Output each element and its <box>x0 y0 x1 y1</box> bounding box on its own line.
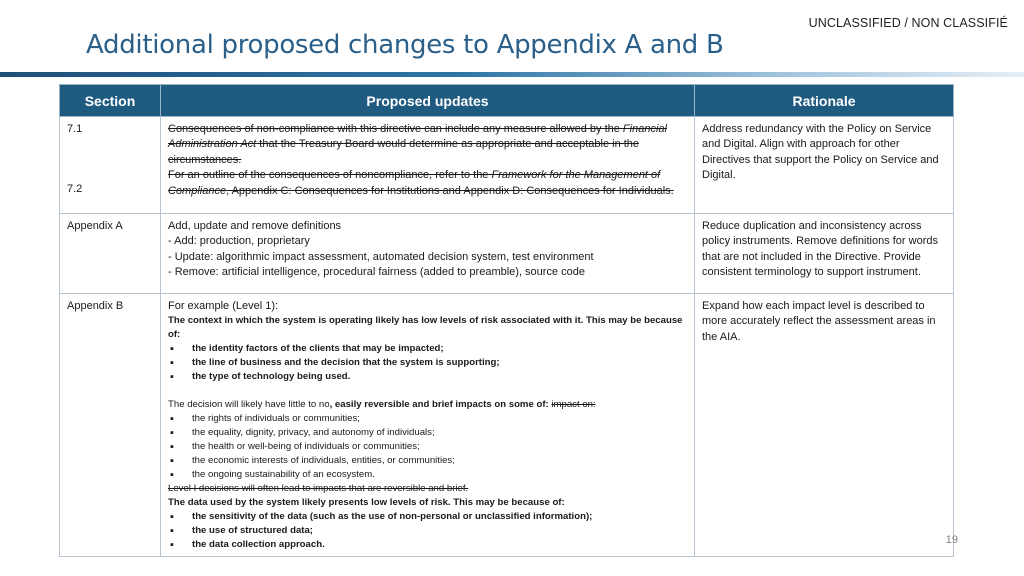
rationale-cell: Address redundancy with the Policy on Service and Digital. Align with approach for other Directives that support the Policy on Service and Digital. <box>695 117 954 214</box>
list-item: - Remove: artificial intelligence, procedural fairness (added to preamble), source code <box>168 266 585 279</box>
list-item: ▪ the equality, dignity, privacy, and autonomy of individuals; <box>168 426 687 440</box>
table-row-appendix-b <box>60 294 954 557</box>
list-item: ▪ the data collection approach. <box>168 538 687 552</box>
section-cell <box>60 117 161 214</box>
table-header-row <box>60 85 954 117</box>
classification-label: UNCLASSIFIED / NON CLASSIFIÉ <box>808 16 1008 30</box>
list-item: ▪ the rights of individuals or communities; <box>168 412 687 426</box>
list-item: ▪ the type of technology being used. <box>168 370 687 384</box>
proposed-update-cell <box>161 117 695 214</box>
list-item: ▪ the identity factors of the clients that may be impacted; <box>168 342 687 356</box>
header-divider <box>0 72 1024 77</box>
data-list <box>168 510 687 552</box>
definitions-intro: Add, update and remove definitions <box>168 220 342 232</box>
list-item: - Add: production, proprietary <box>168 235 310 248</box>
struck-level-sentence: Level I decisions will often lead to impacts that are reversible and brief. <box>168 483 469 495</box>
section-cell: Appendix A <box>60 214 161 294</box>
struck-paragraph-7-2: For an outline of the consequences of noncompliance, refer to the Framework for the Management of Compliance, Appendix C: Consequences for Institutions and Appendix D: Consequences for Individuals. <box>168 169 674 197</box>
struck-paragraph-7-1: Consequences of non-compliance with this directive can include any measure allowed by the Financial Administration Act that the Treasury Board would determine as appropriate and acceptable in the circumstances. <box>168 123 667 166</box>
section-7-1: 7.1 <box>67 123 83 135</box>
column-header-proposed-updates: Proposed updates <box>161 85 695 117</box>
impact-list <box>168 412 687 482</box>
example-heading: For example (Level 1): <box>168 300 279 312</box>
context-list <box>168 342 687 384</box>
list-item: - Update: algorithmic impact assessment, automated decision system, test environment <box>168 250 594 263</box>
section-7-2: 7.2 <box>67 183 83 196</box>
proposed-update-cell <box>161 214 695 294</box>
table-row-7-1 <box>60 117 954 214</box>
table-row-appendix-a <box>60 214 954 294</box>
list-item: ▪ the ongoing sustainability of an ecosystem. <box>168 468 687 482</box>
context-intro: The context in which the system is operating likely has low levels of risk associated with it. This may be because of: <box>168 315 683 341</box>
column-header-rationale: Rationale <box>695 85 954 117</box>
list-item: ▪ the sensitivity of the data (such as the use of non-personal or unclassified information); <box>168 510 687 524</box>
column-header-section: Section <box>60 85 161 117</box>
proposed-update-cell <box>161 294 695 557</box>
list-item: ▪ the line of business and the decision that the system is supporting; <box>168 356 687 370</box>
rationale-cell: Reduce duplication and inconsistency across policy instruments. Remove definitions for words that are not included in the Directive. Provide consistent terminology to support instrument. <box>695 214 954 294</box>
list-item: ▪ the health or well-being of individuals or communities; <box>168 440 687 454</box>
section-cell: Appendix B <box>60 294 161 557</box>
decision-intro: The decision will likely have little to no, easily reversible and brief impacts on some of: impact on: <box>168 399 596 411</box>
rationale-cell: Expand how each impact level is described to more accurately reflect the assessment areas in the AIA. <box>695 294 954 557</box>
list-item: ▪ the use of structured data; <box>168 524 687 538</box>
list-item: ▪ the economic interests of individuals, entities, or communities; <box>168 454 687 468</box>
changes-table <box>59 84 954 557</box>
page-number: 19 <box>945 534 958 546</box>
slide-title: Additional proposed changes to Appendix A and B <box>86 30 724 60</box>
data-intro: The data used by the system likely presents low levels of risk. This may be because of: <box>168 497 565 509</box>
